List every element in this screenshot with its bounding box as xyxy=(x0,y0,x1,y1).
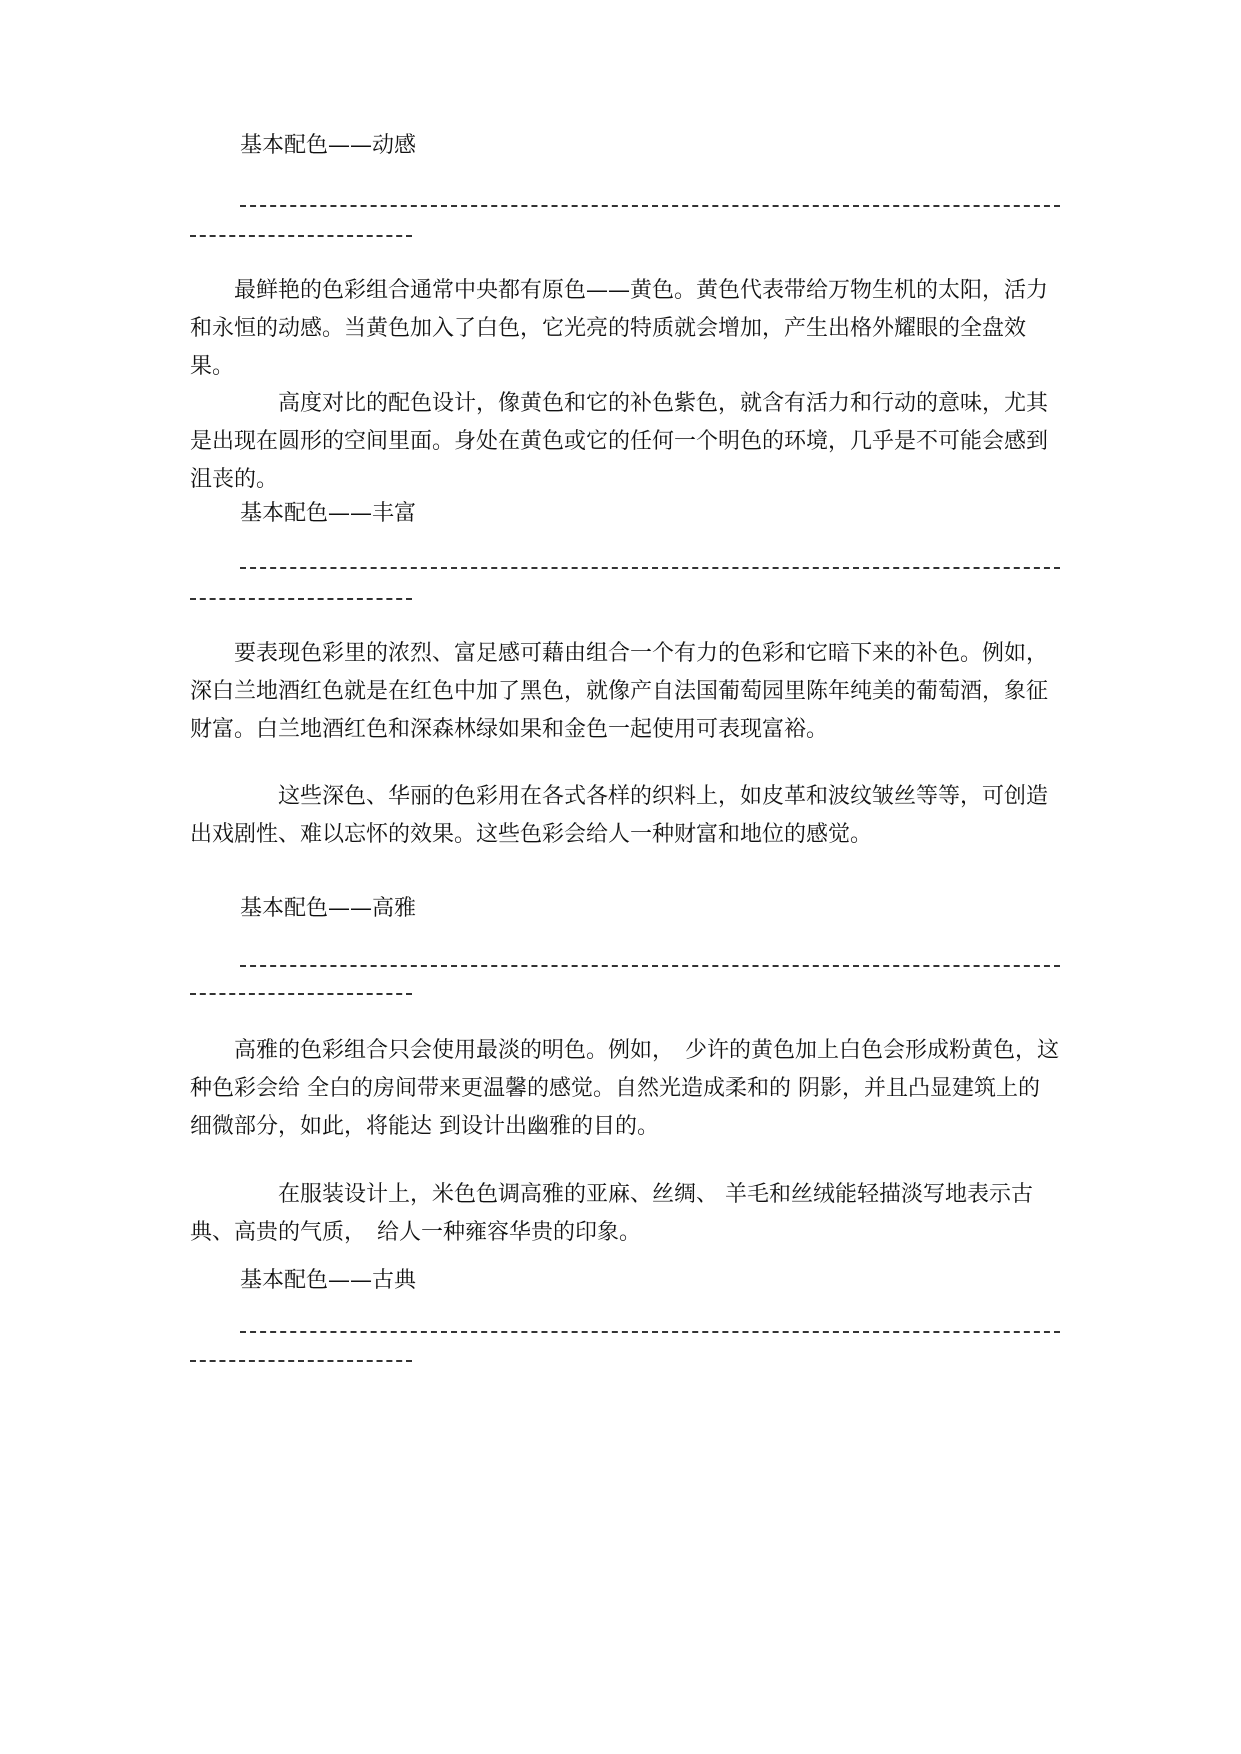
separator-line-continuation xyxy=(190,1360,412,1362)
section-heading: 基本配色——丰富 xyxy=(240,501,417,526)
paragraph: 这些深色、华丽的色彩用在各式各样的织料上，如皮革和波纹皱丝等等，可创造出戏剧性、难以忘怀的效果。这些色彩会给人一种财富和地位的感觉。 xyxy=(190,784,1049,847)
paragraph: 在服装设计上，米色色调高雅的亚麻、丝绸、 羊毛和丝绒能轻描淡写地表示古典、高贵的气质， 给人一种雍容华贵的印象。 xyxy=(190,1182,1033,1245)
separator-line-continuation xyxy=(190,235,412,237)
separator-line-continuation xyxy=(190,993,412,995)
section-heading: 基本配色——古典 xyxy=(240,1268,417,1293)
section-heading: 基本配色——高雅 xyxy=(240,896,417,921)
paragraph: 要表现色彩里的浓烈、富足感可藉由组合一个有力的色彩和它暗下来的补色。例如，深白兰地酒红色就是在红色中加了黑色，就像产自法国葡萄园里陈年纯美的葡萄酒，象征财富。白兰地酒红色和深森林绿如果和金色一起使用可表现富裕。 xyxy=(190,641,1049,742)
separator-line xyxy=(240,965,1060,967)
section-heading: 基本配色——动感 xyxy=(240,133,417,158)
separator-line xyxy=(240,205,1060,207)
separator-line xyxy=(240,567,1060,569)
paragraph: 高度对比的配色设计，像黄色和它的补色紫色，就含有活力和行动的意味，尤其是出现在圆形的空间里面。身处在黄色或它的任何一个明色的环境，几乎是不可能会感到沮丧的。 xyxy=(190,391,1049,492)
paragraph: 最鲜艳的色彩组合通常中央都有原色——黄色。黄色代表带给万物生机的太阳，活力和永恒的动感。当黄色加入了白色，它光亮的特质就会增加，产生出格外耀眼的全盘效果。 xyxy=(190,278,1049,379)
separator-line xyxy=(240,1331,1060,1333)
paragraph: 高雅的色彩组合只会使用最淡的明色。例如， 少许的黄色加上白色会形成粉黄色，这种色彩会给 全白的房间带来更温馨的感觉。自然光造成柔和的 阴影，并且凸显建筑上的细微部分，如此，将能达 到设计出幽雅的目的。 xyxy=(190,1038,1060,1139)
separator-line-continuation xyxy=(190,598,412,600)
